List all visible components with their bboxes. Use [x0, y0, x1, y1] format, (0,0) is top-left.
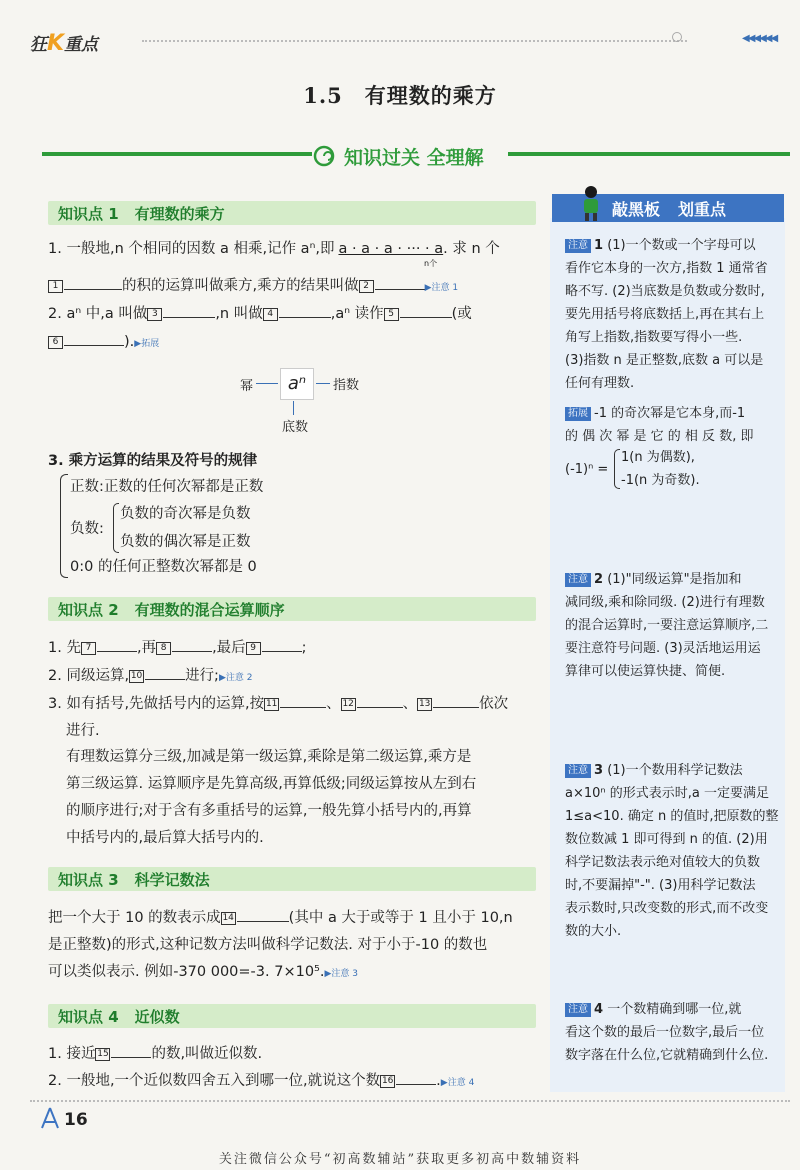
k1-n-count: n个 — [424, 259, 438, 268]
power-notation-box: aⁿ — [280, 368, 314, 400]
brand-logo: 狂K重点 — [30, 31, 99, 56]
header-arrows-icon: ◀◀◀◀◀◀ — [742, 33, 777, 44]
side-note-2-l4: 要注意符号问题. (3)灵活地运用运 — [565, 641, 761, 656]
side-ext-l2: 的 偶 次 幂 是 它 的 相 反 数, 即 — [565, 429, 754, 444]
label-exponent: 指数 — [333, 378, 360, 393]
label-power: 幂 — [240, 379, 254, 394]
side-note-3-l5: 科学记数法表示绝对值较大的负数 — [565, 855, 761, 870]
rule-negative-even: 负数的偶次幂是正数 — [120, 534, 251, 550]
k1-rules-title: 3. 乘方运算的结果及符号的规律 — [48, 453, 258, 469]
k2-line-4: 进行. — [66, 723, 100, 739]
k1-line-3: 2. aⁿ 中,a 叫做 3 ,n 叫做 4 ,aⁿ 读作 5 (或 — [48, 306, 472, 322]
side-note-4: 注意 4 一个数精确到哪一位,就 — [565, 998, 741, 1021]
page-number: 16 — [64, 1110, 88, 1130]
side-note-3-l6: 时,不要漏掉"-". (3)用科学记数法 — [565, 878, 756, 893]
side-note-3: 注意 3 (1)一个数用科学记数法 — [565, 759, 743, 782]
side-note-3-l4: 数位数减 1 即可得到 n 的值. (2)用 — [565, 832, 768, 847]
k3-line-3: 可以类似表示. 例如-370 000=-3. 7×10⁵.▶注意 3 — [48, 964, 358, 980]
rules-brace — [60, 474, 68, 578]
side-note-3-l2: a×10ⁿ 的形式表示时,a 一定要满足 — [565, 786, 769, 801]
k2-para-1: 有理数运算分三级,加减是第一级运算,乘除是第二级运算,乘方是 — [66, 749, 472, 765]
side-ext-formula: (-1)ⁿ = — [565, 462, 609, 477]
rule-negative-odd: 负数的奇次幂是负数 — [120, 506, 251, 522]
section-heading-2: 知识点 2 有理数的混合运算顺序 — [48, 597, 536, 621]
side-note-4-l2: 看这个数的最后一位数字,最后一位 — [565, 1025, 765, 1040]
arrow-right-icon — [316, 383, 330, 384]
side-note-1-l2: 看作它本身的一次方,指数 1 通常省 — [565, 261, 768, 276]
side-note-2-l2: 减同级,乘和除同级. (2)进行有理数 — [565, 595, 765, 610]
swirl-icon — [312, 145, 338, 167]
side-note-1-l7: 任何有理数. — [565, 376, 635, 391]
side-note-1: 注意 1 (1)一个数或一个字母可以 — [565, 234, 756, 257]
k3-line-1: 把一个大于 10 的数表示成 14 (其中 a 大于或等于 1 且小于 10,n — [48, 910, 513, 926]
header-divider — [142, 40, 687, 42]
k4-line-1: 1. 接近 15 的数,叫做近似数. — [48, 1046, 263, 1062]
k2-line-2: 2. 同级运算, 10 进行;▶注意 2 — [48, 668, 253, 684]
header-ring-icon — [672, 32, 682, 42]
k4-line-2: 2. 一般地,一个近似数四舍五入到哪一位,就说这个数 16 .▶注意 4 — [48, 1073, 475, 1089]
k1-line-2: 1 的积的运算叫做乘方,乘方的结果叫做 2 ▶注意 1 — [48, 275, 458, 299]
side-note-3-l8: 数的大小. — [565, 924, 622, 939]
compass-icon — [38, 1106, 62, 1130]
arrow-down-icon — [293, 401, 294, 415]
k1-line-4: 6 ).▶拓展 — [48, 331, 159, 355]
footer-divider — [30, 1100, 790, 1102]
rule-positive: 正数:正数的任何次幂都是正数 — [70, 479, 264, 495]
rule-negative: 负数: — [70, 521, 104, 537]
side-note-3-l7: 表示数时,只改变数的形式,而不改变 — [565, 901, 769, 916]
label-base: 底数 — [282, 420, 309, 435]
formula-brace — [614, 449, 620, 489]
page-title: 1.5 有理数的乘方 — [303, 83, 497, 108]
side-note-4-l3: 数字落在什么位,它就精确到什么位. — [565, 1048, 769, 1063]
section-banner: 知识过关 全理解 — [312, 141, 508, 171]
side-note-2: 注意 2 (1)"同级运算"是指加和 — [565, 568, 742, 591]
sidebar-header: 敲黑板 划重点 — [552, 194, 784, 222]
footer-text: 关注微信公众号“初高数辅站”获取更多初高中数辅资料 — [218, 1152, 582, 1167]
section-heading-3: 知识点 3 科学记数法 — [48, 867, 536, 891]
k2-line-3: 3. 如有括号,先做括号内的运算,按 11 、 12 、 13 依次 — [48, 696, 509, 712]
k3-line-2: 是正整数)的形式,这种记数方法叫做科学记数法. 对于小于-10 的数也 — [48, 937, 488, 953]
side-note-1-l4: 要先用括号将底数括上,再在其右上 — [565, 307, 765, 322]
k2-line-1: 1. 先 7 ,再 8 ,最后 9 ; — [48, 640, 307, 656]
section-heading-4: 知识点 4 近似数 — [48, 1004, 536, 1028]
rule-zero: 0:0 的任何正整数次幂都是 0 — [70, 559, 257, 575]
side-ext-case-even: 1(n 为偶数), — [621, 450, 695, 465]
side-note-1-l3: 略不写. (2)当底数是负数或分数时, — [565, 284, 765, 299]
k2-para-3: 的顺序进行;对于含有多重括号的运算,一般先算小括号内的,再算 — [66, 803, 472, 819]
arrow-left-icon — [256, 383, 278, 384]
k2-para-2: 第三级运算. 运算顺序是先算高级,再算低级;同级运算按从左到右 — [66, 776, 477, 792]
side-note-1-l6: (3)指数 n 是正整数,底数 a 可以是 — [565, 353, 764, 368]
side-note-2-l5: 算律可以使运算快捷、简便. — [565, 664, 726, 679]
k1-line-1: 1. 一般地,n 个相同的因数 a 相乘,记作 aⁿ,即 a · a · a · ··· · a. 求 n 个 — [48, 241, 500, 257]
section-heading-1: 知识点 1 有理数的乘方 — [48, 201, 536, 225]
teacher-icon — [576, 185, 606, 221]
side-ext-case-odd: -1(n 为奇数). — [621, 473, 700, 488]
side-note-1-l5: 角写上指数,指数要写得小一些. — [565, 330, 743, 345]
side-note-3-l3: 1≤a<10. 确定 n 的值时,把原数的整 — [565, 809, 779, 824]
k2-para-4: 中括号内的,最后算大括号内的. — [66, 830, 264, 846]
rules-inner-brace — [113, 503, 119, 553]
side-note-2-l3: 的混合运算时,一要注意运算顺序,二 — [565, 618, 769, 633]
side-ext-1: 拓展 -1 的奇次幂是它本身,而-1 — [565, 402, 745, 425]
